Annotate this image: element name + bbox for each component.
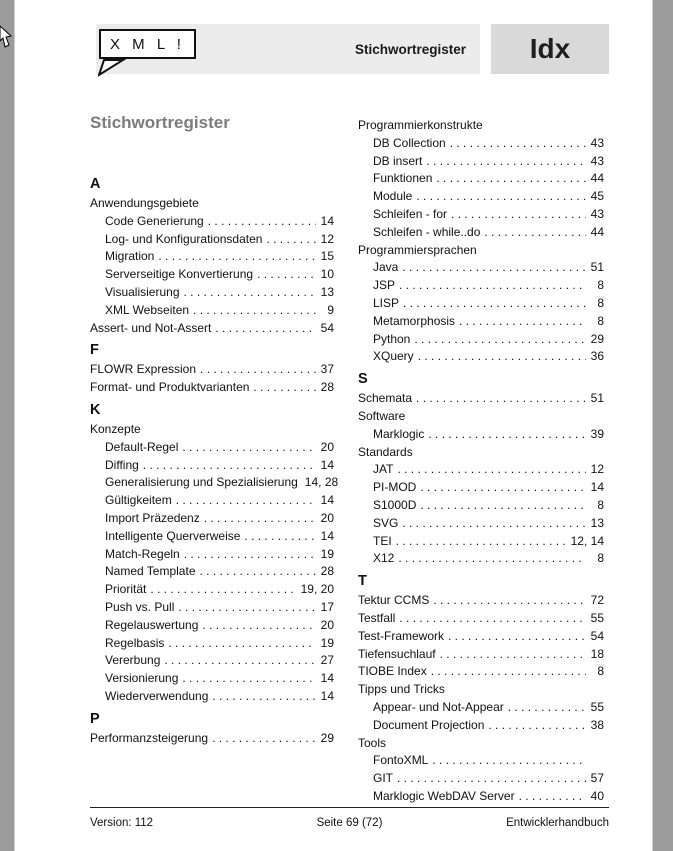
- dot-leader: [176, 492, 316, 510]
- dot-leader: [508, 699, 586, 717]
- page-number: 14: [590, 480, 604, 495]
- index-group-label: [358, 117, 604, 135]
- dot-leader: [396, 533, 568, 551]
- index-entry: [358, 426, 604, 444]
- page-title: Stichwortregister: [90, 113, 230, 132]
- page-number: 13: [590, 515, 604, 530]
- dot-leader: [399, 277, 586, 295]
- entry-label: Tektur CCMS: [358, 593, 430, 608]
- page-number: 44: [590, 224, 604, 239]
- entry-label: FLOWR Expression: [90, 362, 197, 377]
- dot-leader: [433, 592, 586, 610]
- page-number: 57: [590, 771, 604, 786]
- index-entry: [358, 699, 604, 717]
- entry-label: DB insert: [373, 153, 423, 168]
- entry-label: Gültigkeitem: [105, 493, 172, 508]
- page-number: 20: [320, 510, 334, 525]
- dot-leader: [182, 670, 316, 688]
- index-entry: [358, 224, 604, 242]
- page-number: 8: [597, 551, 604, 566]
- entry-label: PI-MOD: [373, 480, 417, 495]
- index-entry: [90, 635, 334, 653]
- page-number: 12, 14: [570, 533, 604, 548]
- entry-label: Funktionen: [373, 171, 433, 186]
- index-entry: [90, 652, 334, 670]
- dot-leader: [398, 550, 586, 568]
- entry-label: TEI: [373, 533, 392, 548]
- index-entry: [90, 379, 334, 397]
- dot-leader: [450, 135, 586, 153]
- index-entry: [358, 497, 604, 515]
- index-entry: [358, 717, 604, 735]
- page-number: 18: [590, 646, 604, 661]
- entry-label: Programmierkonstrukte: [358, 118, 483, 132]
- dot-leader: [397, 461, 586, 479]
- page-number: 20: [320, 439, 334, 454]
- index-entry: [90, 302, 334, 320]
- page-number: 14: [320, 213, 334, 228]
- dot-leader: [200, 563, 317, 581]
- page-number: 8: [597, 664, 604, 679]
- entry-label: Migration: [105, 249, 155, 264]
- entry-label: X12: [373, 551, 395, 566]
- index-entry: [90, 266, 334, 284]
- page-number: 51: [590, 391, 604, 406]
- footer-page-number: Seite 69 (72): [316, 817, 383, 829]
- logo-text: X M L !: [110, 35, 185, 53]
- index-entry: [358, 348, 604, 366]
- entry-label: Testfall: [358, 610, 396, 625]
- page-number: 10: [320, 267, 334, 282]
- entry-label: Python: [373, 331, 411, 346]
- index-entry: [358, 188, 604, 206]
- dot-leader: [440, 646, 586, 664]
- index-badge: Idx: [491, 24, 609, 74]
- entry-label: Schleifen - for: [373, 206, 448, 221]
- index-entry: [358, 663, 604, 681]
- entry-label: Regelauswertung: [105, 617, 199, 632]
- page-number: 14: [320, 671, 334, 686]
- entry-label: Priorität: [105, 582, 147, 597]
- entry-label: Code Generierung: [105, 213, 204, 228]
- index-entry: [90, 546, 334, 564]
- index-entry: [358, 550, 604, 568]
- index-entry: [90, 492, 334, 510]
- dot-leader: [193, 302, 316, 320]
- dot-leader: [459, 313, 586, 331]
- dot-leader: [484, 224, 586, 242]
- page-number: 28: [320, 564, 334, 579]
- entry-label: Tiefensuchlauf: [358, 646, 436, 661]
- entry-label: Import Präzedenz: [105, 510, 200, 525]
- index-group-label: [358, 444, 604, 462]
- index-group-label: [90, 421, 334, 439]
- dot-leader: [448, 628, 586, 646]
- entry-label: Appear- und Not-Appear: [373, 699, 504, 714]
- entry-label: Marklogic WebDAV Server: [373, 788, 515, 803]
- dot-leader: [420, 479, 586, 497]
- index-column-left: [90, 113, 339, 806]
- page-header-bar: [96, 24, 480, 74]
- viewer-gutter-right: [652, 0, 673, 851]
- entry-label: JSP: [373, 278, 396, 293]
- page-number: 45: [590, 189, 604, 204]
- index-entry: [90, 670, 334, 688]
- dot-leader: [158, 248, 316, 266]
- dot-leader: [436, 170, 586, 188]
- entry-label: Standards: [358, 444, 413, 459]
- dot-leader: [143, 457, 316, 475]
- entry-label: Intelligente Querverweise: [105, 528, 241, 543]
- entry-label: Software: [358, 408, 406, 423]
- entry-label: S1000D: [373, 497, 417, 512]
- page-number: 19, 20: [300, 582, 334, 597]
- index-entry: [358, 788, 604, 806]
- dot-leader: [399, 610, 586, 628]
- section-letter: A: [90, 176, 101, 192]
- index-entry: [358, 479, 604, 497]
- viewer-gutter-left: [0, 0, 15, 851]
- index-entry: [90, 361, 334, 379]
- index-group-label: [358, 242, 604, 260]
- dot-leader: [519, 788, 586, 806]
- entry-label: Assert- und Not-Assert: [90, 320, 212, 335]
- section-letter: K: [90, 401, 101, 418]
- page-number: 43: [590, 153, 604, 168]
- speech-bubble-icon: [99, 29, 196, 59]
- dot-leader: [212, 730, 316, 748]
- index-entry: [90, 528, 334, 546]
- footer-version: Version: 112: [90, 817, 154, 829]
- index-entry: [90, 688, 334, 706]
- index-entry: [358, 313, 604, 331]
- index-entry: [90, 510, 334, 528]
- dot-leader: [212, 688, 316, 706]
- index-entry: [358, 277, 604, 295]
- dot-leader: [403, 295, 586, 313]
- entry-label: Visualisierung: [105, 284, 180, 299]
- entry-label: Module: [373, 189, 413, 204]
- entry-label: Java: [373, 260, 399, 275]
- index-entry: [90, 439, 334, 457]
- index-entry: [90, 231, 334, 249]
- entry-label: Schleifen - while..do: [373, 224, 481, 239]
- dot-leader: [416, 188, 586, 206]
- page-number: 14: [320, 528, 334, 543]
- entry-label: Serverseitige Konvertierung: [105, 267, 254, 282]
- index-entry: [90, 563, 334, 581]
- dot-leader: [420, 497, 586, 515]
- index-entry: [358, 610, 604, 628]
- dot-leader: [184, 546, 316, 564]
- entry-label: Diffing: [105, 457, 139, 472]
- index-entry: [90, 213, 334, 231]
- entry-label: Named Template: [105, 564, 196, 579]
- dot-leader: [428, 426, 586, 444]
- page-number: 12: [320, 231, 334, 246]
- page-number: 8: [597, 313, 604, 328]
- dot-leader: [202, 617, 316, 635]
- entry-label: Tipps und Tricks: [358, 682, 445, 697]
- page-number: 40: [590, 788, 604, 803]
- page-number: 19: [320, 546, 334, 561]
- index-entry: [358, 295, 604, 313]
- entry-label: XML Webseiten: [105, 302, 190, 317]
- entry-label: XQuery: [373, 349, 414, 364]
- page-number: 43: [590, 206, 604, 221]
- dot-leader: [414, 331, 586, 349]
- dot-leader: [397, 770, 586, 788]
- dot-leader: [426, 153, 586, 171]
- page-number: 44: [590, 171, 604, 186]
- section-letter: P: [90, 710, 100, 727]
- index-entry: [358, 135, 604, 153]
- dot-leader: [451, 206, 586, 224]
- page-number: 28: [320, 380, 334, 395]
- page-number: 54: [320, 320, 334, 335]
- index-entry: [358, 259, 604, 277]
- page-number: 14: [320, 688, 334, 703]
- page-number: 29: [590, 331, 604, 346]
- entry-label: Log- und Konfigurationsdaten: [105, 231, 263, 246]
- entry-label: Performanzsteigerung: [90, 730, 209, 745]
- page-number: 55: [590, 610, 604, 625]
- speech-bubble-tail-icon: [98, 59, 126, 77]
- page-number: 8: [597, 278, 604, 293]
- entry-label: Document Projection: [373, 717, 485, 732]
- entry-label: Metamorphosis: [373, 313, 456, 328]
- section-letter: F: [90, 342, 99, 359]
- index-column-right: [358, 113, 604, 806]
- page-number: 29: [320, 730, 334, 745]
- entry-label: Default-Regel: [105, 439, 179, 454]
- page-number: 51: [590, 260, 604, 275]
- page-number: 55: [590, 699, 604, 714]
- index-entry: [358, 206, 604, 224]
- index-group-label: [358, 681, 604, 699]
- index-group-label: [358, 735, 604, 753]
- page-number: 14: [320, 493, 334, 508]
- entry-label: Schemata: [358, 391, 413, 406]
- entry-label: Marklogic: [373, 426, 425, 441]
- footer-manual-name: Entwicklerhandbuch: [506, 817, 609, 829]
- entry-label: Match-Regeln: [105, 546, 180, 561]
- index-entry: [358, 646, 604, 664]
- dot-leader: [402, 515, 586, 533]
- index-entry: [90, 457, 334, 475]
- page-number: 15: [320, 249, 334, 264]
- entry-label: GIT: [373, 771, 393, 786]
- dot-leader: [182, 439, 316, 457]
- entry-label: Regelbasis: [105, 635, 165, 650]
- entry-label: FontoXML: [373, 753, 429, 768]
- dot-leader: [402, 259, 586, 277]
- entry-label: Konzepte: [90, 421, 141, 436]
- entry-label: Tools: [358, 735, 387, 750]
- index-group-label: [358, 408, 604, 426]
- entry-label: JAT: [373, 462, 394, 477]
- index-entry: [358, 752, 604, 770]
- page-number: 19: [320, 635, 334, 650]
- entry-label: Vererbung: [105, 653, 161, 668]
- index-entry: [358, 515, 604, 533]
- entry-label: LISP: [373, 295, 400, 310]
- page-footer: [90, 817, 609, 829]
- dot-leader: [431, 663, 586, 681]
- entry-label: Wiederverwendung: [105, 688, 209, 703]
- index-entry: [358, 331, 604, 349]
- entry-label: TIOBE Index: [358, 664, 427, 679]
- dot-leader: [488, 717, 586, 735]
- header-section-title: Stichwortregister: [354, 41, 466, 57]
- entry-label: Programmiersprachen: [358, 242, 477, 257]
- index-entry: [358, 461, 604, 479]
- dot-leader: [215, 320, 316, 338]
- page-number: 36: [590, 349, 604, 364]
- index-group-label: [90, 195, 334, 213]
- section-letter: T: [358, 573, 367, 590]
- page-number: 8: [597, 497, 604, 512]
- section-letter: S: [358, 371, 368, 388]
- page-number: 27: [320, 653, 334, 668]
- page-number: 13: [320, 284, 334, 299]
- index-content: [90, 113, 609, 806]
- index-entry: [358, 170, 604, 188]
- dot-leader: [150, 581, 297, 599]
- footer-divider: [90, 807, 609, 808]
- page-number: 14, 28: [304, 475, 339, 490]
- page-number: 14: [320, 457, 334, 472]
- page-number: 8: [597, 295, 604, 310]
- index-entry: [358, 390, 604, 408]
- dot-leader: [418, 348, 586, 366]
- index-entry: [90, 320, 334, 338]
- index-entry: [358, 770, 604, 788]
- index-entry: [90, 617, 334, 635]
- index-entry: [90, 599, 334, 617]
- entry-label: Anwendungsgebiete: [90, 196, 199, 210]
- page-number: 12: [590, 462, 604, 477]
- dot-leader: [266, 231, 316, 249]
- dot-leader: [253, 379, 316, 397]
- index-entry: [90, 248, 334, 266]
- page-number: 37: [320, 362, 334, 377]
- page-number: 20: [320, 617, 334, 632]
- dot-leader: [184, 284, 317, 302]
- cursor-icon: [0, 25, 13, 51]
- entry-label: DB Collection: [373, 135, 446, 150]
- entry-label: Push vs. Pull: [105, 599, 175, 614]
- index-entry: [90, 581, 334, 599]
- page-number: 17: [320, 599, 334, 614]
- index-entry: [90, 284, 334, 302]
- dot-leader: [257, 266, 316, 284]
- index-entry: [358, 153, 604, 171]
- dot-leader: [178, 599, 316, 617]
- index-entry: [358, 628, 604, 646]
- entry-label: Format- und Produktvarianten: [90, 380, 250, 395]
- dot-leader: [432, 752, 586, 770]
- entry-label: Versionierung: [105, 671, 179, 686]
- index-entry: [90, 730, 334, 748]
- dot-leader: [208, 213, 316, 231]
- page-number: 54: [590, 628, 604, 643]
- entry-label: Generalisierung und Spezialisierung: [105, 475, 298, 490]
- dot-leader: [200, 361, 316, 379]
- index-entry: [358, 533, 604, 551]
- page-number: 39: [590, 426, 604, 441]
- entry-label: SVG: [373, 515, 399, 530]
- dot-leader: [168, 635, 316, 653]
- page-number: 38: [590, 717, 604, 732]
- dot-leader: [416, 390, 586, 408]
- dot-leader: [204, 510, 316, 528]
- page-number: 43: [590, 135, 604, 150]
- page-number: 9: [327, 302, 334, 317]
- index-entry: [90, 474, 339, 492]
- entry-label: Test-Framework: [358, 628, 445, 643]
- dot-leader: [244, 528, 316, 546]
- dot-leader: [164, 652, 316, 670]
- page-number: 72: [590, 593, 604, 608]
- index-entry: [358, 592, 604, 610]
